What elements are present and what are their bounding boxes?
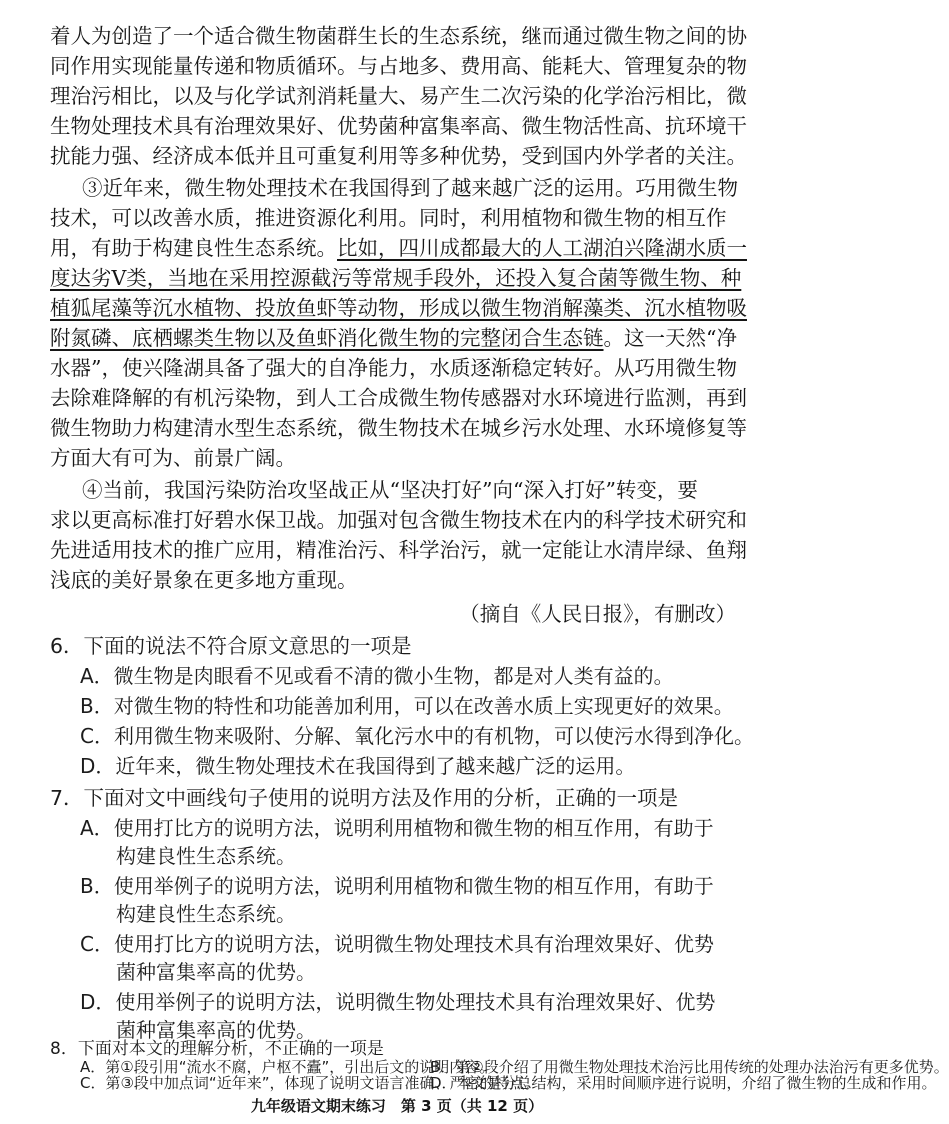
- q7-option-a: A．使用打比方的说明方法，说明利用植物和微生物的相互作用，有助于: [80, 816, 714, 840]
- passage-line: 浅底的美好景象在更多地方重现。: [50, 568, 358, 592]
- passage-line: [50, 234, 747, 262]
- passage-line: [50, 264, 740, 292]
- page-footer: 九年级语文期末练习 第 3 页（共 12 页）: [250, 1097, 544, 1115]
- passage-line: [50, 324, 740, 352]
- passage-line: ③近年来，微生物处理技术在我国得到了越来越广泛的运用。巧用微生物: [82, 176, 738, 200]
- question-6-stem: 6．下面的说法不符合原文意思的一项是: [50, 634, 412, 658]
- q6-option-c: C．利用微生物来吸附、分解、氧化污水中的有机物，可以使污水得到净化。: [80, 724, 754, 748]
- passage-line: 着人为创造了一个适合微生物菌群生长的生态系统，继而通过微生物之间的协: [50, 24, 747, 48]
- q7-option-c: C．使用打比方的说明方法，说明微生物处理技术具有治理效果好、优势: [80, 932, 714, 956]
- plain-text: 。这一天然“净: [603, 326, 737, 350]
- passage-line: [50, 294, 747, 322]
- q6-option-b: B．对微生物的特性和功能善加利用，可以在改善水质上实现更好的效果。: [80, 694, 734, 718]
- passage-line: 去除难降解的有机污染物，到人工合成微生物传感器对水环境进行监测，再到: [50, 386, 747, 410]
- source-citation: （摘自《人民日报》，有删改）: [459, 602, 736, 626]
- question-8-stem: 8．下面对本文的理解分析，不正确的一项是: [50, 1039, 384, 1059]
- underlined-sentence: 度达劣Ⅴ类，当地在采用控源截污等常规手段外，还投入复合菌等微生物、种: [50, 266, 742, 290]
- q7-option-a-cont: 构建良性生态系统。: [116, 844, 296, 868]
- q8-option-d: D．本文是分总结构，采用时间顺序进行说明，介绍了微生物的生成和作用。: [430, 1074, 937, 1092]
- q6-option-a: A．微生物是肉眼看不见或看不清的微小生物，都是对人类有益的。: [80, 664, 674, 688]
- q6-option-d: D．近年来，微生物处理技术在我国得到了越来越广泛的运用。: [80, 754, 636, 778]
- underlined-sentence: 植狐尾藻等沉水植物、投放鱼虾等动物，形成以微生物消解藻类、沉水植物吸: [50, 296, 747, 320]
- q7-option-c-cont: 菌种富集率高的优势。: [116, 960, 316, 984]
- passage-line: ④当前，我国污染防治攻坚战正从“坚决打好”向“深入打好”转变，要: [82, 478, 698, 502]
- passage-line: 先进适用技术的推广应用，精准治污、科学治污，就一定能让水清岸绿、鱼翔: [50, 538, 747, 562]
- q7-option-d-cont: 菌种富集率高的优势。: [116, 1018, 316, 1042]
- underlined-sentence: 比如，四川成都最大的人工湖泊兴隆湖水质一: [337, 236, 747, 260]
- question-7-stem: 7．下面对文中画线句子使用的说明方法及作用的分析，正确的一项是: [50, 786, 679, 810]
- q7-option-b-cont: 构建良性生态系统。: [116, 902, 296, 926]
- underlined-sentence: 附氮磷、底栖螺类生物以及鱼虾消化微生物的完整闭合生态链: [50, 326, 604, 350]
- q8-option-b: B．第②段介绍了用微生物处理技术治污比用传统的处理办法治污有更多优势。: [430, 1058, 949, 1076]
- plain-text: 用，有助于构建良性生态系统。: [50, 236, 337, 260]
- q7-option-b: B．使用举例子的说明方法，说明利用植物和微生物的相互作用，有助于: [80, 874, 714, 898]
- passage-line: 同作用实现能量传递和物质循环。与占地多、费用高、能耗大、管理复杂的物: [50, 54, 747, 78]
- passage-line: 理治污相比，以及与化学试剂消耗量大、易产生二次污染的化学治污相比，微: [50, 84, 747, 108]
- passage-line: 方面大有可为、前景广阔。: [50, 446, 296, 470]
- q7-option-d: D．使用举例子的说明方法，说明微生物处理技术具有治理效果好、优势: [80, 990, 716, 1014]
- passage-line: 扰能力强、经济成本低并且可重复利用等多种优势，受到国内外学者的关注。: [50, 144, 747, 168]
- passage-line: 求以更高标准打好碧水保卫战。加强对包含微生物技术在内的科学技术研究和: [50, 508, 747, 532]
- passage-line: 技术，可以改善水质，推进资源化利用。同时，利用植物和微生物的相互作: [50, 206, 727, 230]
- q8-option-c: C．第③段中加点词“近年来”，体现了说明文语言准确、严密的特点。: [80, 1074, 540, 1092]
- passage-line: 微生物助力构建清水型生态系统，微生物技术在城乡污水处理、水环境修复等: [50, 416, 747, 440]
- passage-line: 水器”，使兴隆湖具备了强大的自净能力，水质逐渐稳定转好。从巧用微生物: [50, 356, 737, 380]
- passage-line: 生物处理技术具有治理效果好、优势菌种富集率高、微生物活性高、抗环境干: [50, 114, 747, 138]
- q8-option-a: A．第①段引用“流水不腐，户枢不蠹”，引出后文的说明内容。: [80, 1058, 495, 1076]
